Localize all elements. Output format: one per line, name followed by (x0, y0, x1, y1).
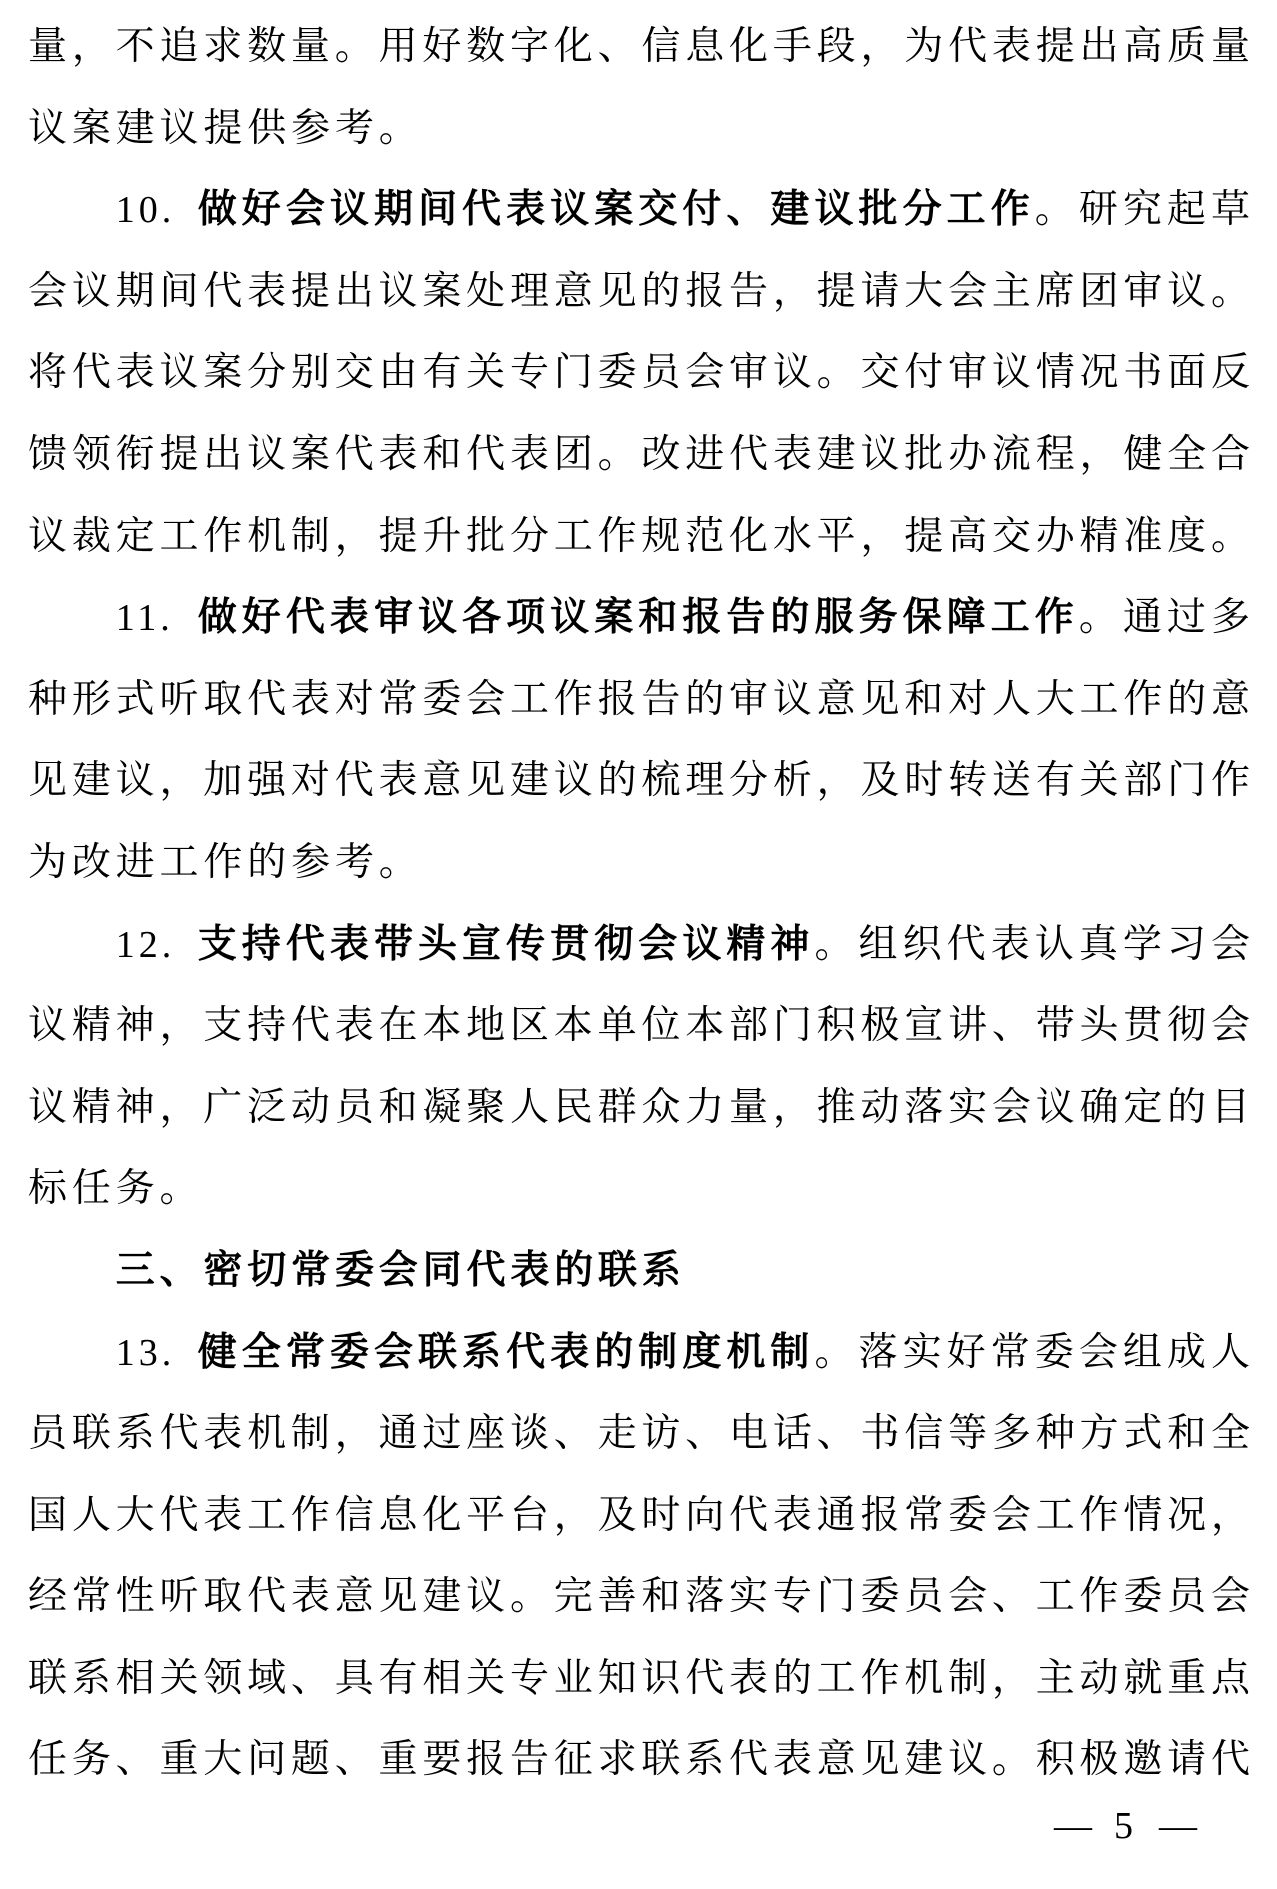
page-number-dash-left: — (1054, 1805, 1092, 1847)
item-paragraph-10 (28, 169, 1250, 577)
text-line: 标任务。 (28, 1166, 204, 1212)
text-line: 议精神，广泛动员和凝聚人民群众力量，推动落实会议确定的目 (28, 1084, 1250, 1130)
item-text: 。组织代表认真学习会 (814, 921, 1250, 967)
text-line: 种形式听取代表对常委会工作报告的审议意见和对人大工作的意 (28, 676, 1250, 722)
text-line: 联系相关领域、具有相关专业知识代表的工作机制，主动就重点 (28, 1655, 1250, 1701)
item-number: 10. (115, 189, 176, 232)
text-line: 议精神，支持代表在本地区本单位本部门积极宣讲、带头贯彻会 (28, 1003, 1250, 1049)
section-heading: 三、密切常委会同代表的联系 (115, 1247, 686, 1293)
item-title: 健全常委会联系代表的制度机制 (192, 1328, 815, 1375)
text-line: 见建议，加强对代表意见建议的梳理分析，及时转送有关部门作 (28, 758, 1250, 804)
item-first-line (28, 904, 1250, 986)
item-paragraph-12 (28, 904, 1250, 1230)
item-paragraph-11 (28, 577, 1250, 903)
item-number: 11. (115, 597, 174, 640)
item-text: 。落实好常委会组成人 (814, 1329, 1250, 1375)
text-line: 任务、重大问题、重要报告征求联系代表意见建议。积极邀请代 (28, 1737, 1250, 1783)
text-line: 会议期间代表提出议案处理意见的报告，提请大会主席团审议。 (28, 268, 1250, 314)
document-body (28, 6, 1250, 1801)
text-line: 将代表议案分别交由有关专门委员会审议。交付审议情况书面反 (28, 350, 1250, 396)
item-first-line (28, 1312, 1250, 1394)
text-line: 国人大代表工作信息化平台，及时向代表通报常委会工作情况， (28, 1492, 1250, 1538)
page-number-dash-right: — (1159, 1805, 1197, 1847)
item-title: 做好代表审议各项议案和报告的服务保障工作 (192, 594, 1079, 641)
item-first-line (28, 577, 1250, 659)
item-title: 做好会议期间代表议案交付、建议批分工作 (192, 186, 1035, 233)
paragraph-continued (28, 6, 1250, 169)
text-line: 议案建议提供参考。 (28, 105, 423, 151)
text-line: 员联系代表机制，通过座谈、走访、电话、书信等多种方式和全 (28, 1411, 1250, 1457)
text-line: 馈领衔提出议案代表和代表团。改进代表建议批办流程，健全合 (28, 431, 1250, 477)
text-line: 量，不追求数量。用好数字化、信息化手段，为代表提出高质量 (28, 24, 1250, 69)
item-text: 。研究起草 (1034, 187, 1250, 233)
item-paragraph-13 (28, 1312, 1250, 1802)
text-line: 经常性听取代表意见建议。完善和落实专门委员会、工作委员会 (28, 1574, 1250, 1620)
item-first-line (28, 169, 1250, 251)
item-number: 13. (115, 1331, 176, 1374)
text-line: 议裁定工作机制，提升批分工作规范化水平，提高交办精准度。 (28, 513, 1250, 559)
item-title: 支持代表带头宣传贯彻会议精神 (192, 920, 815, 967)
item-number: 12. (115, 923, 176, 966)
text-line: 为改进工作的参考。 (28, 839, 423, 885)
item-text: 。通过多 (1078, 595, 1250, 641)
page-number: 5 (1114, 1805, 1133, 1847)
